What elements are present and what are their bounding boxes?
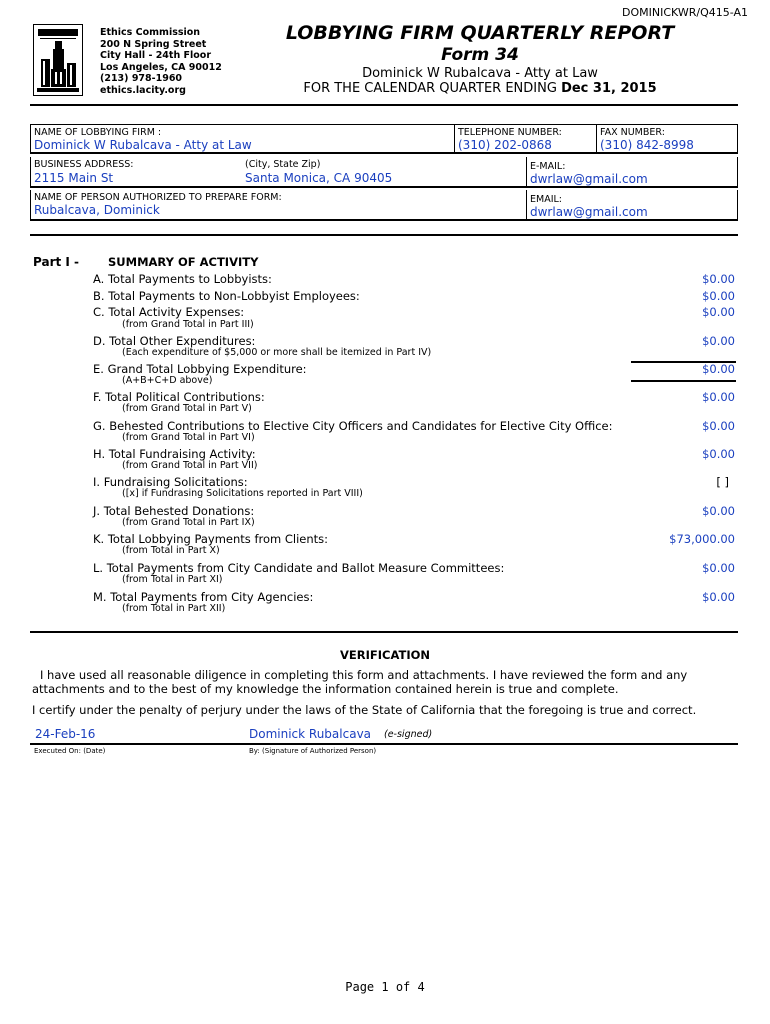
summary-note-j: (from Grand Total in Part IX) <box>122 517 255 528</box>
agency-web: ethics.lacity.org <box>100 84 186 96</box>
summary-note-l: (from Total in Part XI) <box>122 574 223 585</box>
execution-date: 24-Feb-16 <box>35 727 96 741</box>
summary-row-l: L. Total Payments from City Candidate and Ballot Measure Committees: $0.00 <box>93 561 735 575</box>
summary-row-g: G. Behested Contributions to Elective City Officers and Candidates for Elective City Office: $0.00 <box>93 419 735 433</box>
city-value: Santa Monica, CA 90405 <box>245 171 393 185</box>
preparer-value: Rubalcava, Dominick <box>34 203 160 217</box>
summary-note-c: (from Grand Total in Part III) <box>122 319 254 330</box>
part-label: Part I - <box>33 255 80 269</box>
verification-statement: I have used all reasonable diligence in completing this form and attachments. I have reviewed the form and any attachments and to the best of my knowledge the information contained herein is true and complete. <box>32 668 688 696</box>
summary-row-c: C. Total Activity Expenses: $0.00 <box>93 305 735 319</box>
fax-field <box>596 124 738 154</box>
summary-note-d: (Each expenditure of $5,000 or more shall be itemized in Part IV) <box>122 347 432 358</box>
signer-name: Dominick Rubalcava <box>249 727 372 741</box>
firm-title-line: Dominick W Rubalcava - Atty at Law <box>362 66 598 81</box>
signature-caption: By: (Signature of Authorized Person) <box>249 747 377 755</box>
summary-row-h: H. Total Fundraising Activity: $0.00 <box>93 447 735 461</box>
city-seal-icon <box>33 24 83 96</box>
fax-value: (310) 842-8998 <box>600 138 694 152</box>
agency-phone: (213) 978-1960 <box>100 73 183 85</box>
form-number: Form 34 <box>441 45 519 65</box>
agency-city: Los Angeles, CA 90012 <box>100 61 222 73</box>
agency-address <box>100 27 222 97</box>
section-rule <box>30 234 738 236</box>
document-id: DOMINICKWR/Q415-A1 <box>622 6 748 19</box>
summary-end-rule <box>30 631 738 633</box>
report-title: LOBBYING FIRM QUARTERLY REPORT <box>285 22 675 44</box>
telephone-field <box>454 124 596 154</box>
summary-row-k: K. Total Lobbying Payments from Clients: $73,000.00 <box>93 532 735 546</box>
telephone-value: (310) 202-0868 <box>458 138 552 152</box>
summary-note-g: (from Grand Total in Part VI) <box>122 432 255 443</box>
perjury-statement: I certify under the penalty of perjury under the laws of the State of California that the foregoing is true and correct. <box>32 703 697 717</box>
summary-note-e: (A+B+C+D above) <box>122 375 213 386</box>
email-value: dwrlaw@gmail.com <box>530 172 648 186</box>
business-address-field <box>30 157 526 188</box>
city-label: (City, State Zip) <box>245 159 321 170</box>
telephone-label: TELEPHONE NUMBER: <box>458 127 562 138</box>
email-label: E-MAIL: <box>530 161 566 172</box>
fax-label: FAX NUMBER: <box>600 127 665 138</box>
preparer-email-value: dwrlaw@gmail.com <box>530 205 648 219</box>
preparer-field <box>30 190 526 221</box>
signature-line <box>30 743 738 745</box>
summary-note-f: (from Grand Total in Part V) <box>122 403 252 414</box>
summary-row-f: F. Total Political Contributions: $0.00 <box>93 390 735 404</box>
summary-row-b: B. Total Payments to Non-Lobbyist Employees: $0.00 <box>93 289 735 303</box>
summary-heading: SUMMARY OF ACTIVITY <box>108 255 259 269</box>
summary-row-d: D. Total Other Expenditures: $0.00 <box>93 334 735 348</box>
summary-row-e: E. Grand Total Lobbying Expenditure: $0.00 <box>93 362 735 376</box>
page-number: Page 1 of 4 <box>345 980 425 994</box>
summary-row-a: A. Total Payments to Lobbyists: $0.00 <box>93 272 735 286</box>
verification-heading: VERIFICATION <box>340 648 430 662</box>
preparer-email-field <box>526 190 738 221</box>
agency-street: 200 N Spring Street <box>100 38 207 50</box>
firm-name-value: Dominick W Rubalcava - Atty at Law <box>34 138 252 152</box>
solicitations-checkbox: [ ] <box>716 475 729 489</box>
summary-row-j: J. Total Behested Donations: $0.00 <box>93 504 735 518</box>
esigned-note: (e-signed) <box>384 729 433 740</box>
preparer-email-label: EMAIL: <box>530 194 562 205</box>
summary-note-h: (from Grand Total in Part VII) <box>122 460 258 471</box>
summary-row-m: M. Total Payments from City Agencies: $0.00 <box>93 590 735 604</box>
email-field <box>526 157 738 188</box>
address-value: 2115 Main St <box>34 171 114 185</box>
date-caption: Executed On: (Date) <box>34 747 106 755</box>
agency-floor: City Hall - 24th Floor <box>100 50 212 62</box>
firm-name-label: NAME OF LOBBYING FIRM : <box>34 127 162 138</box>
summary-note-k: (from Total in Part X) <box>122 545 220 556</box>
grand-total-rule <box>631 380 736 382</box>
agency-name: Ethics Commission <box>100 27 201 38</box>
summary-row-i: I. Fundraising Solicitations: [ ] <box>93 475 729 489</box>
quarter-end-date: Dec 31, 2015 <box>561 81 657 96</box>
preparer-label: NAME OF PERSON AUTHORIZED TO PREPARE FORM: <box>34 192 282 203</box>
firm-name-field <box>30 124 454 154</box>
summary-note-i: ([x] if Fundrasing Solicitations reported in Part VIII) <box>122 488 363 499</box>
quarter-line: FOR THE CALENDAR QUARTER ENDING Dec 31, 2015 <box>303 81 657 96</box>
address-label: BUSINESS ADDRESS: <box>34 159 134 170</box>
summary-note-m: (from Total in Part XII) <box>122 603 226 614</box>
header-rule <box>30 104 738 106</box>
